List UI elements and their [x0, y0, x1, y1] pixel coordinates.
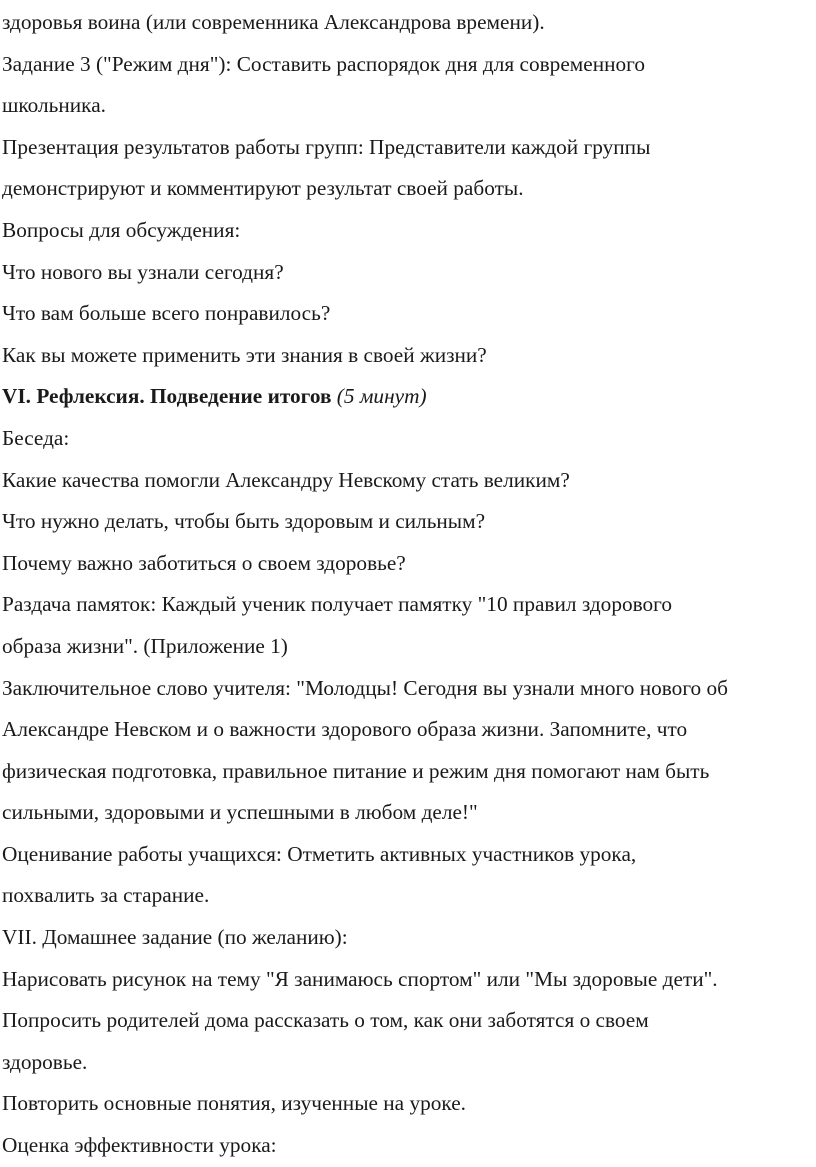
text-line: похвалить за старание.	[2, 883, 210, 908]
text-line: Какие качества помогли Александру Невскому стать великим?	[2, 467, 570, 492]
text-line: Оценивание работы учащихся: Отметить активных участников урока,	[2, 841, 637, 866]
text-line: Оценка эффективности урока:	[2, 1133, 277, 1158]
text-line: Почему важно заботиться о своем здоровье?	[2, 550, 406, 575]
text-line: Что нового вы узнали сегодня?	[2, 259, 284, 284]
text-line: Вопросы для обсуждения:	[2, 217, 241, 242]
text-line: Задание 3 ("Режим дня"): Составить распорядок дня для современного	[2, 51, 645, 76]
text-line: сильными, здоровыми и успешными в любом деле!"	[2, 800, 478, 825]
text-line: Как вы можете применить эти знания в своей жизни?	[2, 342, 487, 367]
text-line: демонстрируют и комментируют результат своей работы.	[2, 176, 524, 201]
text-line: здоровье.	[2, 1049, 88, 1074]
text-line: Повторить основные понятия, изученные на уроке.	[2, 1091, 466, 1116]
text-line: Беседа:	[2, 425, 70, 450]
text-line: здоровья воина (или современника Александрова времени).	[2, 10, 545, 34]
text-line: Александре Невском и о важности здорового образа жизни. Запомните, что	[2, 717, 688, 742]
text-line: Что нужно делать, чтобы быть здоровым и сильным?	[2, 509, 486, 534]
text-line: VII. Домашнее задание (по желанию):	[2, 925, 348, 950]
document-page	[2, 2, 814, 1167]
section-heading-duration: (5 минут)	[336, 384, 427, 409]
section-heading-title: VI. Рефлексия. Подведение итогов	[2, 384, 332, 409]
text-line: образа жизни". (Приложение 1)	[2, 633, 288, 658]
text-line: Заключительное слово учителя: "Молодцы! Сегодня вы узнали много нового об	[2, 675, 728, 700]
text-line: Что вам больше всего понравилось?	[2, 301, 331, 326]
text-line: школьника.	[2, 93, 106, 118]
text-line: Попросить родителей дома рассказать о том, как они заботятся о своем	[2, 1008, 649, 1033]
text-line: физическая подготовка, правильное питание и режим дня помогают нам быть	[2, 758, 710, 783]
section-heading	[2, 376, 814, 418]
text-line: Раздача памяток: Каждый ученик получает памятку "10 правил здорового	[2, 592, 673, 617]
text-line: Нарисовать рисунок на тему "Я занимаюсь спортом" или "Мы здоровые дети".	[2, 966, 718, 991]
text-line: Презентация результатов работы групп: Представители каждой группы	[2, 134, 651, 159]
